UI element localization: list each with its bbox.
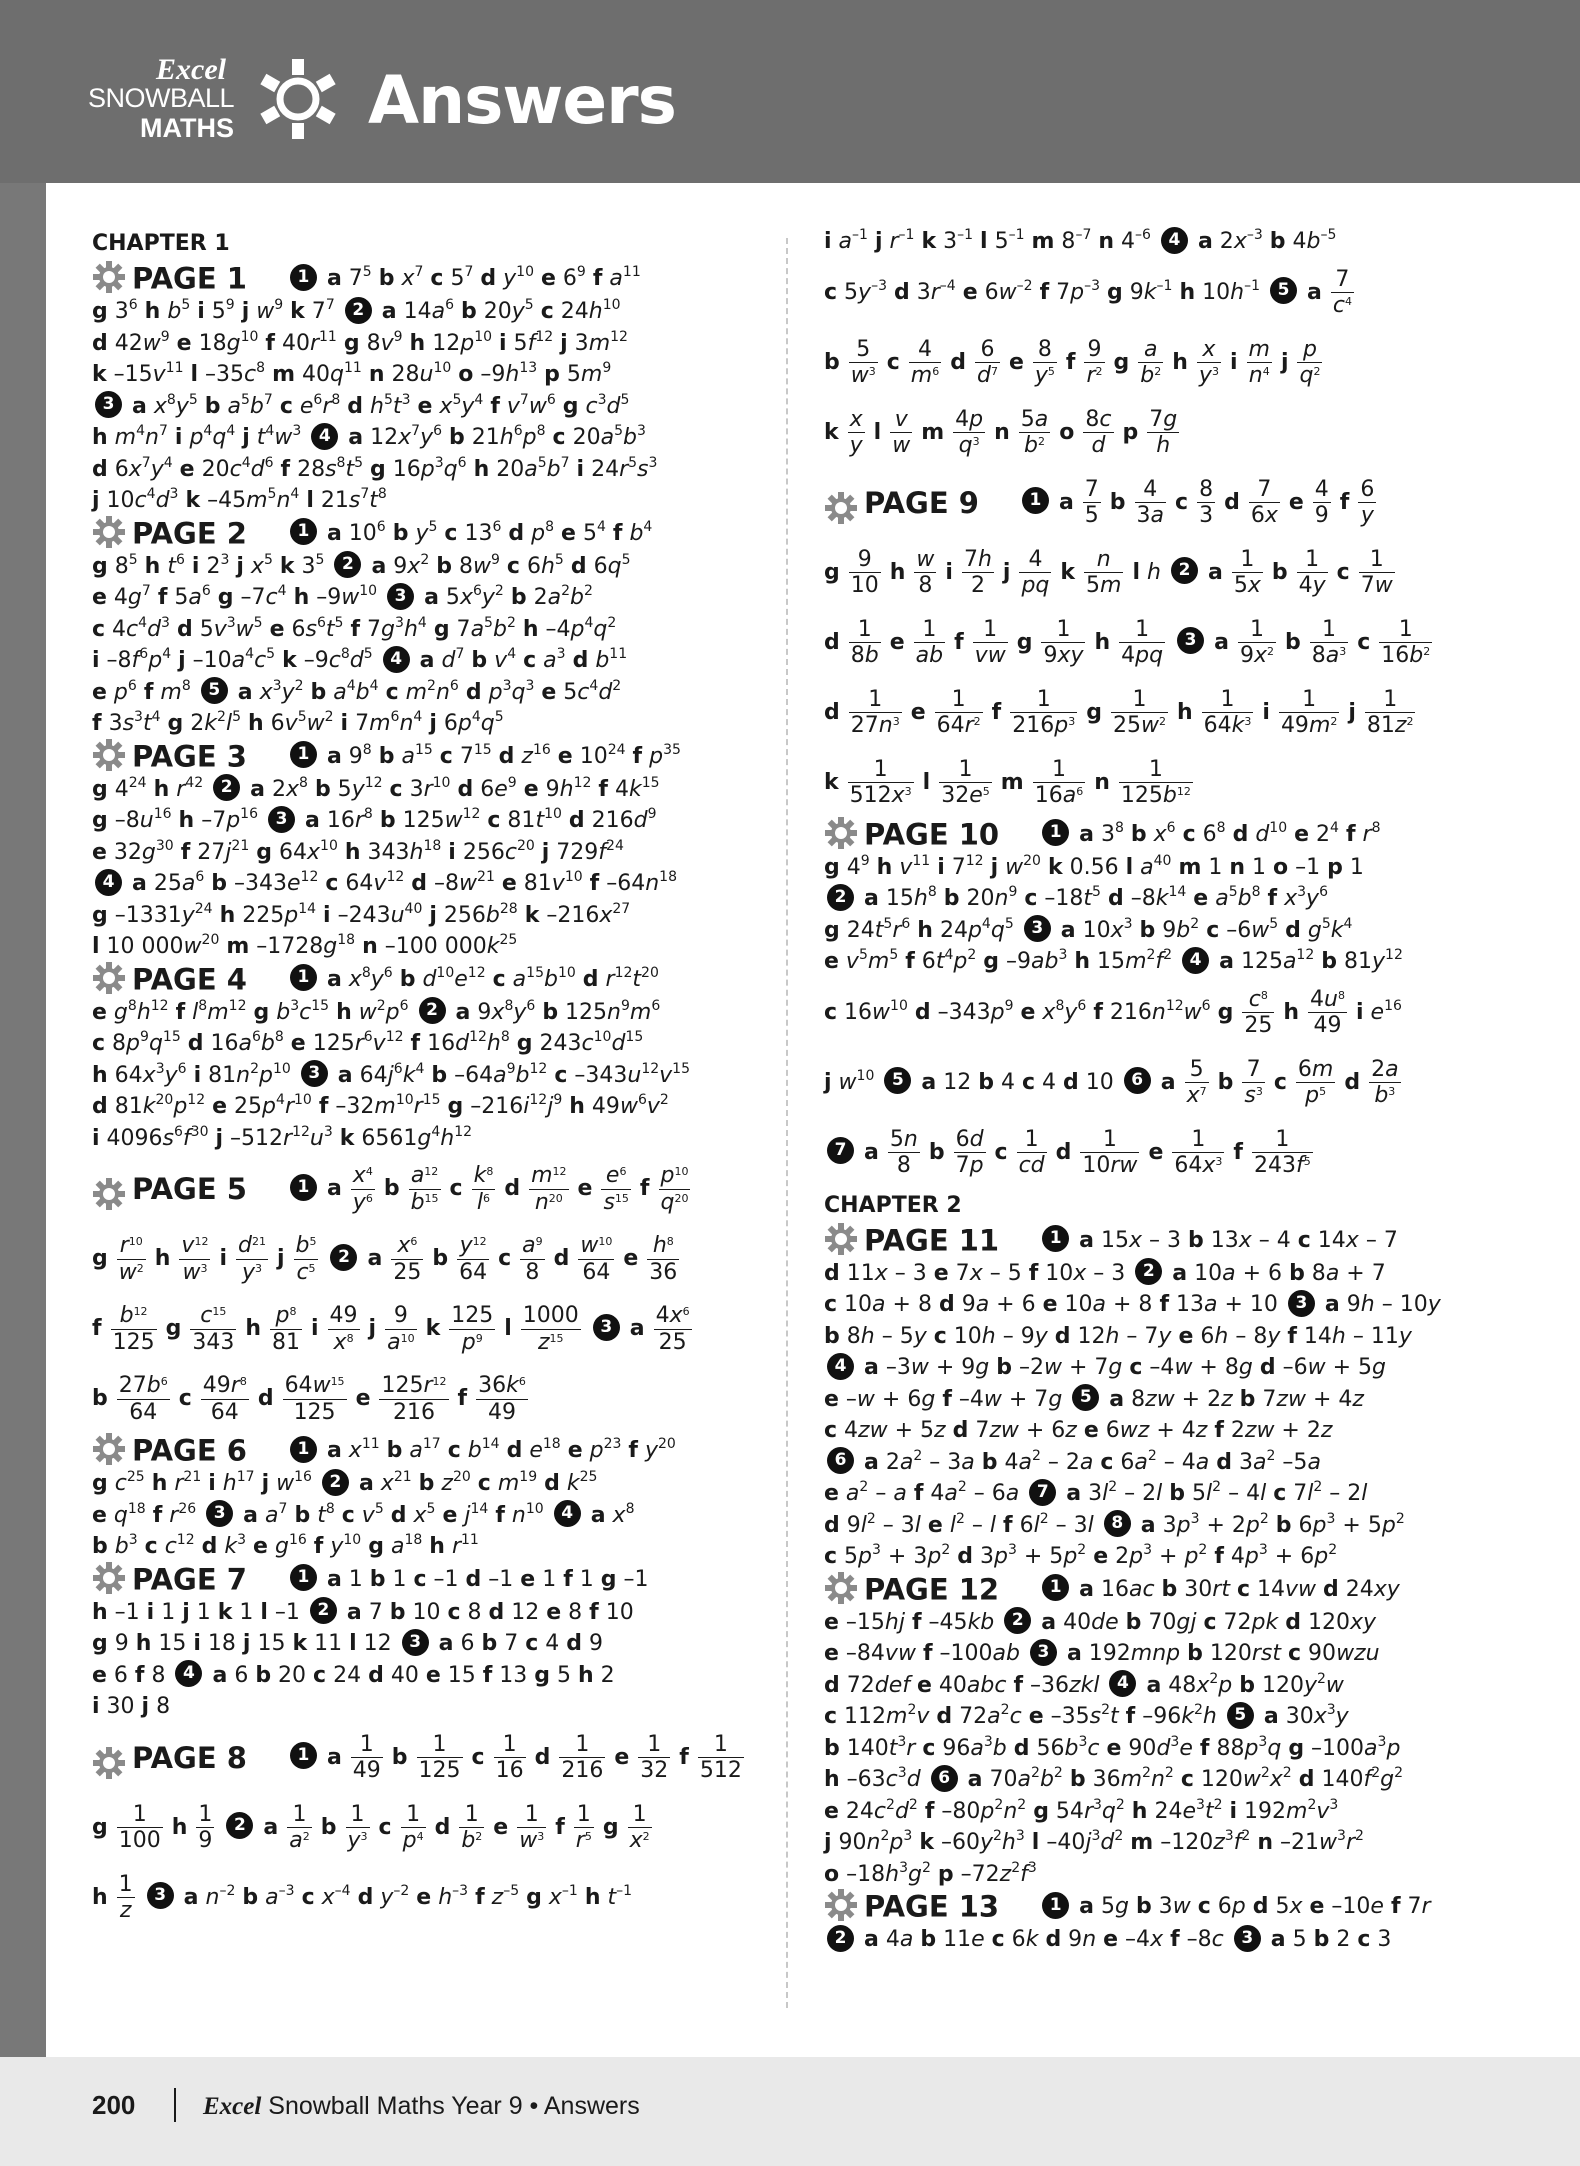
answer-text: g $4^9$ h $v^{11}$ i $7^{12}$ j $w^{20}$ k 0.56 l $a^{40}$ m 1 n 1 o –1 p 1 [824, 852, 1364, 880]
answer-text: e $v^5m^5$ f $6t^4p^2$ g $-9ab^3$ h $15m^2f^2$ 4 a $125a^{12}$ b $81y^{12}$ [824, 947, 1403, 974]
answer-text: i $4096s^6f^{30}$ j $-512r^{12}u^3$ k $6561g^4h^{12}$ [92, 1123, 473, 1151]
answer-text: c $112m^2v$ d $72a^2c$ e $-35s^2t$ f $-96k^2h$ 5 a $30x^3y$ [824, 1702, 1349, 1729]
answer-text: e $p^6$ f $m^8$ 5 a $x^3y^2$ b $a^4b^4$ c $m^2n^6$ d $p^3q^3$ e $5c^4d^2$ [92, 677, 622, 705]
answer-line [824, 608, 1524, 678]
answer-line [92, 1468, 772, 1500]
answer-text: k $\frac{1}{512x^3}$ l $\frac{1}{32e^5}$ m $\frac{1}{16a^6}$ n $\frac{1}{125b^{12}}$ [824, 756, 1191, 808]
answer-text: 3 a $x^8y^5$ b $a^5b^7$ c $e^6r^8$ d $h^5t^3$ e $x^5y^4$ f $v^7w^6$ g $c^3d^5$ [92, 394, 629, 419]
answer-text: g $c^{25}$ h $r^{21}$ i $h^{17}$ j $w^{16}$ 2 a $x^{21}$ b $z^{20}$ c $m^{19}$ d $k^{25}$ [92, 1469, 598, 1496]
answer-text: 1 a 16ac b 30rt c 14vw d 24xy [1039, 1577, 1400, 1602]
answer-line [824, 1796, 1524, 1828]
answer-line [92, 296, 772, 328]
answer-text: k $-15v^{11}$ l $-35c^8$ m $40q^{11}$ n $28u^{10}$ o $-9h^{13}$ p $5m^9$ [92, 360, 612, 387]
book-title-excel: Excel [203, 2093, 262, 2120]
answer-text: c $5y^{-3}$ d $3r^{-4}$ e $6w^{-2}$ f $7p^{-3}$ g $9k^{-1}$ h $10h^{-1}$ 5 a $\frac{7}{c^4}$ [824, 266, 1352, 318]
answer-text: c $4c^4d^3$ d $5v^3w^5$ e $6s^6t^5$ f $7g^3h^4$ g $7a^5b^2$ h $-4p^4q^2$ [92, 614, 617, 642]
answer-text: 6 a $2a^2 - 3a$ b $4a^2 - 2a$ c $6a^2 - 4a$ d $3a^2$ –5a [824, 1450, 1321, 1475]
answer-line [824, 1289, 1524, 1321]
answer-line [92, 645, 772, 677]
answer-line [92, 931, 772, 963]
snowflake-gear-icon [258, 55, 338, 143]
answer-text: c $16w^{10}$ d $-343p^9$ e $x^8y^6$ f $216n^{12}w^6$ g $\frac{c^8}{25}$ h $\frac{4u^8}{49}$ i $e^{16}$ [824, 986, 1402, 1038]
answer-text: e $32g^{30}$ f $27j^{21}$ g $64x^{10}$ h $343h^{18}$ i $256c^{20}$ j $729f^{24}$ [92, 837, 624, 865]
answer-text: 1 a 1 b 1 c –1 d –1 e 1 f 1 g –1 [287, 1567, 649, 1592]
answer-text: 1 a $x^8y^6$ b $d^{10}e^{12}$ c $a^{15}b^{10}$ d $r^{12}t^{20}$ [287, 967, 659, 992]
gear-icon [824, 484, 858, 518]
answer-line [92, 805, 772, 837]
page-answers-heading [92, 740, 772, 774]
answer-line [824, 1607, 1524, 1639]
page-label: PAGE 5 [132, 1172, 247, 1206]
answer-line [824, 1764, 1524, 1796]
column-divider [786, 238, 788, 2008]
footer-separator [174, 2088, 176, 2122]
answer-line [824, 978, 1524, 1048]
brand-excel: Excel [156, 53, 226, 86]
answer-line [92, 1793, 772, 1863]
answer-line [92, 900, 772, 932]
answer-text: 7 a $\frac{5n}{8}$ b $\frac{6d}{7p}$ c $\frac{1}{cd}$ d $\frac{1}{10rw}$ e $\frac{1}{64x^3}$ f $\frac{1}{243f^5}$ [824, 1140, 1315, 1165]
answer-text: c 10a + 8 d 9a + 6 e 10a + 8 f 13a + 10 3 a 9h – 10y [824, 1292, 1441, 1317]
answer-text: g $\frac{r^{10}}{w^2}$ h $\frac{v^{12}}{w^3}$ i $\frac{d^{21}}{y^3}$ j $\frac{b^5}{c^5}$ 2 a $\frac{x^6}{25}$ b $\frac{y^{12}}{64}$ c $\frac{a^9}{8}$ d $\frac{w^{10}}{64}$ e $\frac{h^8}{36}$ [92, 1233, 678, 1285]
answer-text: e $g^8h^{12}$ f $l^8m^{12}$ g $b^3c^{15}$ h $w^2p^6$ 2 a $9x^8y^6$ b $125n^9m^6$ [92, 997, 661, 1025]
page-label: PAGE 3 [132, 738, 247, 773]
answer-text: g $4^{24}$ h $r^{42}$ 2 a $2x^8$ b $5y^{12}$ c $3r^{10}$ d $6e^9$ e $9h^{12}$ f $4k^{15}$ [92, 774, 660, 802]
brand-snowball: SNOWBALL [88, 83, 235, 113]
page-answers-heading [92, 963, 772, 997]
page-answers-heading [92, 262, 772, 296]
gear-icon [92, 515, 126, 549]
page-label: PAGE 8 [132, 1740, 247, 1775]
answer-text: d $\frac{1}{8b}$ e $\frac{1}{ab}$ f $\frac{1}{vw}$ g $\frac{1}{9xy}$ h $\frac{1}{4pq}$ 3 a $\frac{1}{9x^2}$ b $\frac{1}{8a^3}$ c $\frac{1}{16b^2}$ [824, 616, 1431, 668]
answer-text: c 4zw + 5z d 7zw + 6z e 6wz + 4z f 2zw + 2z [824, 1418, 1333, 1443]
answer-line [92, 1628, 772, 1660]
answer-line [92, 1500, 772, 1532]
answer-text: g $-8u^{16}$ h $-7p^{16}$ 3 a $16r^8$ b $125w^{12}$ c $81t^{10}$ d $216d^9$ [92, 806, 657, 833]
answer-line [92, 1028, 772, 1060]
answer-line [92, 997, 772, 1029]
answer-text: 1 a $\frac{1}{49}$ b $\frac{1}{125}$ c $\frac{1}{16}$ d $\frac{1}{216}$ e $\frac{1}{32}$ f $\frac{1}{512}$ [287, 1745, 746, 1770]
answer-line [824, 1638, 1524, 1670]
answer-text: d $\frac{1}{27n^3}$ e $\frac{1}{64r^2}$ f $\frac{1}{216p^3}$ g $\frac{1}{25w^2}$ h $\frac{1}{64k^3}$ i $\frac{1}{49m^2}$ j $\frac{1}{81z^2}$ [824, 686, 1414, 738]
answer-line [824, 398, 1524, 468]
book-title-rest: Snowball Maths Year 9 • Answers [261, 2092, 640, 2120]
gear-icon [92, 738, 126, 772]
answer-line [92, 1294, 772, 1364]
page-label: PAGE 4 [132, 961, 247, 996]
answer-text: g $24t^5r^6$ h $24p^4q^5$ 3 a $10x^3$ b $9b^2$ c $-6w^5$ d $g^5k^4$ [824, 915, 1353, 943]
answer-line [824, 1384, 1524, 1416]
answer-text: 2 a 4a b 11e c 6k d 9n e –4x f –8c 3 a 5 b 2 c 3 [824, 1927, 1391, 1952]
gear-icon [824, 1888, 858, 1922]
page-answers-heading [824, 1224, 1524, 1258]
gear-icon [92, 260, 126, 294]
answer-line [824, 1258, 1524, 1290]
answer-line [824, 915, 1524, 947]
gear-icon [92, 961, 126, 995]
answer-text: 1 a $x^{11}$ b $a^{17}$ c $b^{14}$ d $e^{18}$ e $p^{23}$ f $y^{20}$ [287, 1438, 676, 1463]
answer-line [824, 538, 1524, 608]
answer-text: g $\frac{1}{100}$ h $\frac{1}{9}$ 2 a $\frac{1}{a^2}$ b $\frac{1}{y^3}$ c $\frac{1}{p^4}$ d $\frac{1}{b^2}$ e $\frac{1}{w^3}$ f $\frac{1}{r^5}$ g $\frac{1}{x^2}$ [92, 1801, 650, 1853]
answer-line [824, 1118, 1524, 1188]
answer-text: e –15hj f –45kb 2 a 40de b 70gj c 72pk d 120xy [824, 1610, 1376, 1635]
answer-text: 4 a $25a^6$ b $-343e^{12}$ c $64v^{12}$ d $-8w^{21}$ e $81v^{10}$ f $-64n^{18}$ [92, 871, 677, 896]
page-answers-heading [824, 1890, 1524, 1924]
answer-line [92, 614, 772, 646]
page-label: PAGE 12 [864, 1571, 1000, 1606]
answer-line [824, 883, 1524, 915]
answer-text: 1 a $\frac{7}{5}$ b $\frac{4}{3a}$ c $\frac{8}{3}$ d $\frac{7}{6x}$ e $\frac{4}{9}$ f $\frac{6}{y}$ [1019, 490, 1378, 515]
answer-line [824, 1478, 1524, 1510]
answer-text: b $\frac{5}{w^3}$ c $\frac{4}{m^6}$ d $\frac{6}{d^7}$ e $\frac{8}{y^5}$ f $\frac{9}{r^2}$ g $\frac{a}{b^2}$ h $\frac{x}{y^3}$ i $\frac{m}{n^4}$ j $\frac{p}{q^2}$ [824, 336, 1321, 388]
answer-text: h $m^4n^7$ i $p^4q^4$ j $t^4w^3$ 4 a $12x^7y^6$ b $21h^6p^8$ c $20a^5b^3$ [92, 423, 646, 450]
gear-icon [92, 1432, 126, 1466]
answer-text: b 8h – 5y c 10h – 9y d 12h – 7y e 6h – 8y f 14h – 11y [824, 1323, 1412, 1349]
answer-text: c $5p^3 + 3p^2$ d $3p^3 + 5p^2$ e $2p^3 + p^2$ f $4p^3 + 6p^2$ [824, 1542, 1338, 1569]
answer-text: i $a^{-1}$ j $r^{-1}$ k $3^{-1}$ l $5^{-1}$ m $8^{-7}$ n $4^{-6}$ 4 a $2x^{-3}$ b $4b^{-5}$ [824, 227, 1337, 254]
answer-line [824, 946, 1524, 978]
page-label: PAGE 1 [132, 261, 247, 296]
answer-line [824, 852, 1524, 884]
answer-line [92, 422, 772, 454]
answer-line [92, 328, 772, 360]
answer-text: h –1 i 1 j 1 k 1 l –1 2 a 7 b 10 c 8 d 12 e 8 f 10 [92, 1600, 634, 1625]
answer-line [92, 1091, 772, 1123]
answer-line [824, 1447, 1524, 1479]
answers-column-left [92, 226, 772, 1933]
answer-text: k $\frac{x}{y}$ l $\frac{v}{w}$ m $\frac{4p}{q^3}$ n $\frac{5a}{b^2}$ o $\frac{8c}{d}$ p $\frac{7g}{h}$ [824, 406, 1178, 458]
answer-text: 1 a $3^8$ b $x^6$ c $6^8$ d $d^{10}$ e $2^4$ f $r^8$ [1039, 822, 1380, 847]
answer-text: d 11x – 3 e 7x – 5 f 10x – 3 2 a 10a + 6 b 8a + 7 [824, 1261, 1386, 1286]
answers-column-right [824, 226, 1524, 1956]
answer-line [824, 1510, 1524, 1542]
answer-line [824, 226, 1524, 258]
answer-line [824, 748, 1524, 818]
answer-text: 1 a 5g b 3w c 6p d 5x e –10e f 7r [1039, 1894, 1430, 1919]
gear-icon [824, 816, 858, 850]
answer-line [92, 1531, 772, 1563]
page-answers-heading [92, 517, 772, 551]
answer-line [92, 868, 772, 900]
answer-line [824, 678, 1524, 748]
answer-text: c $8p^9q^{15}$ d $16a^6b^8$ e $125r^6v^{12}$ f $16d^{12}h^8$ g $243c^{10}d^{15}$ [92, 1029, 644, 1056]
answer-line [92, 551, 772, 583]
answer-line [92, 582, 772, 614]
gear-icon [92, 1739, 126, 1773]
answer-text: h $-63c^3d$ 6 a $70a^2b^2$ b $36m^2n^2$ c $120w^2x^2$ d $140f^2g^2$ [824, 1765, 1404, 1792]
answer-line [92, 1060, 772, 1092]
answer-text: 1 a 15x – 3 b 13x – 4 c 14x – 7 [1039, 1228, 1398, 1253]
page-answers-heading [824, 468, 1524, 538]
page-label: PAGE 9 [864, 485, 979, 520]
page-answers-heading [92, 1434, 772, 1468]
answer-line [92, 391, 772, 423]
answer-text: g $-1331y^{24}$ h $225p^{14}$ i $-243u^{40}$ j $256b^{28}$ k $-216x^{27}$ [92, 900, 631, 928]
answer-line [92, 708, 772, 740]
answer-text: d 72def e 40abc f –36zkl 4 a $48x^2p$ b $120y^2w$ [824, 1670, 1344, 1698]
answer-line [824, 1827, 1524, 1859]
answer-line [92, 1863, 772, 1933]
answer-line [92, 1691, 772, 1723]
answer-text: h $\frac{1}{z}$ 3 a $n^{-2}$ b $a^{-3}$ c $x^{-4}$ d $y^{-2}$ e $h^{-3}$ f $z^{-5}$ g $x^{-1}$ h $t^{-1}$ [92, 1871, 633, 1923]
header-bar [0, 0, 1580, 183]
page-number: 200 [92, 2090, 136, 2120]
page-label: PAGE 6 [132, 1433, 247, 1468]
gear-icon [92, 1561, 126, 1595]
answer-line [92, 677, 772, 709]
answer-text: d $42w^9$ e $18g^{10}$ f $40r^{11}$ g $8v^9$ h $12p^{10}$ i $5f^{12}$ j $3m^{12}$ [92, 328, 628, 356]
answer-line [824, 1541, 1524, 1573]
answer-text: e –84vw f –100ab 3 a 192mnp b 120rst c 90wzu [824, 1641, 1380, 1666]
answer-text: j $90n^2p^3$ k $-60y^2h^3$ l $-40j^3d^2$ m $-120z^3f^2$ n $-21w^3r^2$ [824, 1828, 1364, 1855]
answer-text: j $w^{10}$ 5 a 12 b 4 c 4 d 10 6 a $\frac{5}{x^7}$ b $\frac{7}{s^3}$ c $\frac{6m}{p^5}$ d $\frac{2a}{b^3}$ [824, 1056, 1399, 1108]
gear-icon [824, 1222, 858, 1256]
answer-line [824, 1733, 1524, 1765]
answer-text: g $8^5$ h $t^6$ i $2^3$ j $x^5$ k $3^5$ 2 a $9x^2$ b $8w^9$ c $6h^5$ d $6q^5$ [92, 551, 631, 579]
answer-line [824, 258, 1524, 328]
answer-text: 1 a $10^6$ b $y^5$ c $13^6$ d $p^8$ e $5^4$ f $b^4$ [287, 521, 652, 546]
answer-text: b $\frac{27b^6}{64}$ c $\frac{49r^8}{64}$ d $\frac{64w^{15}}{125}$ e $\frac{125r^{12}}{216}$ f $\frac{36k^6}{49}$ [92, 1373, 526, 1425]
answer-text: g 9 h 15 i 18 j 15 k 11 l 12 3 a 6 b 7 c 4 d 9 [92, 1631, 603, 1656]
answer-line [92, 1364, 772, 1434]
chapter-heading: CHAPTER 1 [92, 231, 230, 256]
gear-icon [92, 1170, 126, 1204]
answer-text: i 30 j 8 [92, 1694, 171, 1719]
answer-line [92, 1660, 772, 1692]
answer-line [92, 1123, 772, 1155]
answer-text: g $3^6$ h $b^5$ i $5^9$ j $w^9$ k $7^7$ 2 a $14a^6$ b $20y^5$ c $24h^{10}$ [92, 297, 621, 324]
gear-icon [824, 1571, 858, 1605]
answer-text: i $-8f^6p^4$ j $-10a^4c^5$ k $-9c^8d^5$ 4 a $d^7$ b $v^4$ c $a^3$ d $b^{11}$ [92, 646, 628, 673]
answer-text: 1 a $\frac{x^4}{y^6}$ b $\frac{a^{12}}{b^{15}}$ c $\frac{k^8}{l^6}$ d $\frac{m^{12}}{n^{20}}$ e $\frac{e^6}{s^{15}}$ f $\frac{p^{10}}{q^{20}}$ [287, 1176, 693, 1201]
answer-text: e $a^2$ – a f $4a^2 - 6a$ 7 a $3l^2 - 2l$ b $5l^2 - 4l$ c $7l^2 - 2l$ [824, 1479, 1368, 1506]
answer-text: b $b^3$ c $c^{12}$ d $k^3$ e $g^{16}$ f $y^{10}$ g $a^{18}$ h $r^{11}$ [92, 1532, 479, 1559]
answer-line [92, 1224, 772, 1294]
page-answers-heading [92, 1563, 772, 1597]
page-title: Answers [368, 62, 676, 139]
answer-text: g $\frac{9}{10}$ h $\frac{w}{8}$ i $\frac{7h}{2}$ j $\frac{4}{pq}$ k $\frac{n}{5m}$ l h 2 a $\frac{1}{5x}$ b $\frac{1}{4y}$ c $\frac{1}{7w}$ [824, 546, 1393, 598]
answer-line [824, 1352, 1524, 1384]
answer-line [92, 837, 772, 869]
answer-line [92, 774, 772, 806]
page-answers-heading [92, 1154, 772, 1224]
answer-text: 1 a $9^8$ b $a^{15}$ c $7^{15}$ d $z^{16}$ e $10^{24}$ f $p^{35}$ [287, 744, 681, 769]
answer-line [824, 1924, 1524, 1956]
answer-line [92, 359, 772, 391]
answer-line [824, 1415, 1524, 1447]
answer-text: e 6 f 8 4 a 6 b 20 c 24 d 40 e 15 f 13 g 5 h 2 [92, 1663, 615, 1688]
answer-text: f $3s^3t^4$ g $2k^2l^5$ h $6v^5w^2$ i $7m^6n^4$ j $6p^4q^5$ [92, 709, 504, 736]
page-label: PAGE 13 [864, 1889, 1000, 1924]
page-answers-heading [824, 818, 1524, 852]
answer-line [824, 1859, 1524, 1891]
answer-line [92, 485, 772, 517]
answer-text: 2 a $15h^8$ b $20n^9$ c $-18t^5$ d $-8k^{14}$ e $a^5b^8$ f $x^3y^6$ [824, 886, 1328, 911]
answer-line [92, 454, 772, 486]
answer-text: j $10c^4d^3$ k $-45m^5n^4$ l $21s^7t^8$ [92, 486, 387, 513]
answer-line [824, 1048, 1524, 1118]
answer-line [824, 328, 1524, 398]
answer-line [824, 1670, 1524, 1702]
page-label: PAGE 7 [132, 1561, 247, 1596]
answer-line [824, 1321, 1524, 1353]
page-label: PAGE 10 [864, 816, 1000, 851]
answer-text: e $24c^2d^2$ f $-80p^2n^2$ g $54r^3q^2$ h $24e^3t^2$ i $192m^2v^3$ [824, 1796, 1339, 1824]
answer-text: e $q^{18}$ f $r^{26}$ 3 a $a^7$ b $t^8$ c $v^5$ d $x^5$ e $j^{14}$ f $n^{10}$ 4 a $x^8$ [92, 1500, 635, 1528]
answer-text: l 10 $000w^{20}$ m $-1728g^{18}$ n –100 $000k^{25}$ [92, 932, 518, 959]
answer-text: o $-18h^3g^2$ p $-72z^2f^3$ [824, 1859, 1037, 1887]
answer-text: b $140t^3r$ c $96a^3b$ d $56b^3c$ e $90d^3e$ f $88p^3q$ g $-100a^3p$ [824, 1733, 1401, 1761]
answer-text: d $9l^2 - 3l$ e $l^2$ – l f $6l^2 - 3l$ 8 a $3p^3 + 2p^2$ b $6p^3 + 5p^2$ [824, 1510, 1405, 1538]
page-answers-heading [92, 1723, 772, 1793]
answer-text: h $64x^3y^6$ i $81n^2p^{10}$ 3 a $64j^6k^4$ b $-64a^9b^{12}$ c $-343u^{12}v^{15}$ [92, 1060, 690, 1088]
answer-text: 1 a $7^5$ b $x^7$ c $5^7$ d $y^{10}$ e $6^9$ f $a^{11}$ [287, 266, 641, 291]
answer-line [824, 1701, 1524, 1733]
page-label: PAGE 2 [132, 515, 247, 550]
chapter-heading: CHAPTER 2 [824, 1192, 962, 1218]
answer-line [92, 1597, 772, 1629]
answer-text: d $6x^7y^4$ e $20c^4d^6$ f $28s^8t^5$ g $16p^3q^6$ h $20a^5b^7$ i $24r^5s^3$ [92, 454, 658, 482]
answer-text: 4 a –3w + 9g b –2w + 7g c –4w + 8g d –6w + 5g [824, 1355, 1386, 1380]
page-answers-heading [824, 1573, 1524, 1607]
answer-text: d $81k^{20}p^{12}$ e $25p^4r^{10}$ f $-32m^{10}r^{15}$ g $-216i^{12}j^9$ h $49w^6v^2$ [92, 1092, 669, 1119]
left-margin-bar [0, 183, 46, 2057]
page-label: PAGE 11 [864, 1222, 1000, 1257]
book-title [203, 2092, 640, 2121]
brand-maths: MATHS [140, 113, 234, 143]
answer-text: f $\frac{b^{12}}{125}$ g $\frac{c^{15}}{343}$ h $\frac{p^8}{81}$ i $\frac{49}{x^8}$ j $\frac{9}{a^{10}}$ k $\frac{125}{p^9}$ l $\frac{1000}{z^{15}}$ 3 a $\frac{4x^6}{25}$ [92, 1303, 690, 1355]
answer-text: e –w + 6g f –4w + 7g 5 a 8zw + 2z b 7zw + 4z [824, 1387, 1364, 1412]
answer-text: e $4g^7$ f $5a^6$ g $-7c^4$ h $-9w^{10}$ 3 a $5x^6y^2$ b $2a^2b^2$ [92, 583, 593, 610]
